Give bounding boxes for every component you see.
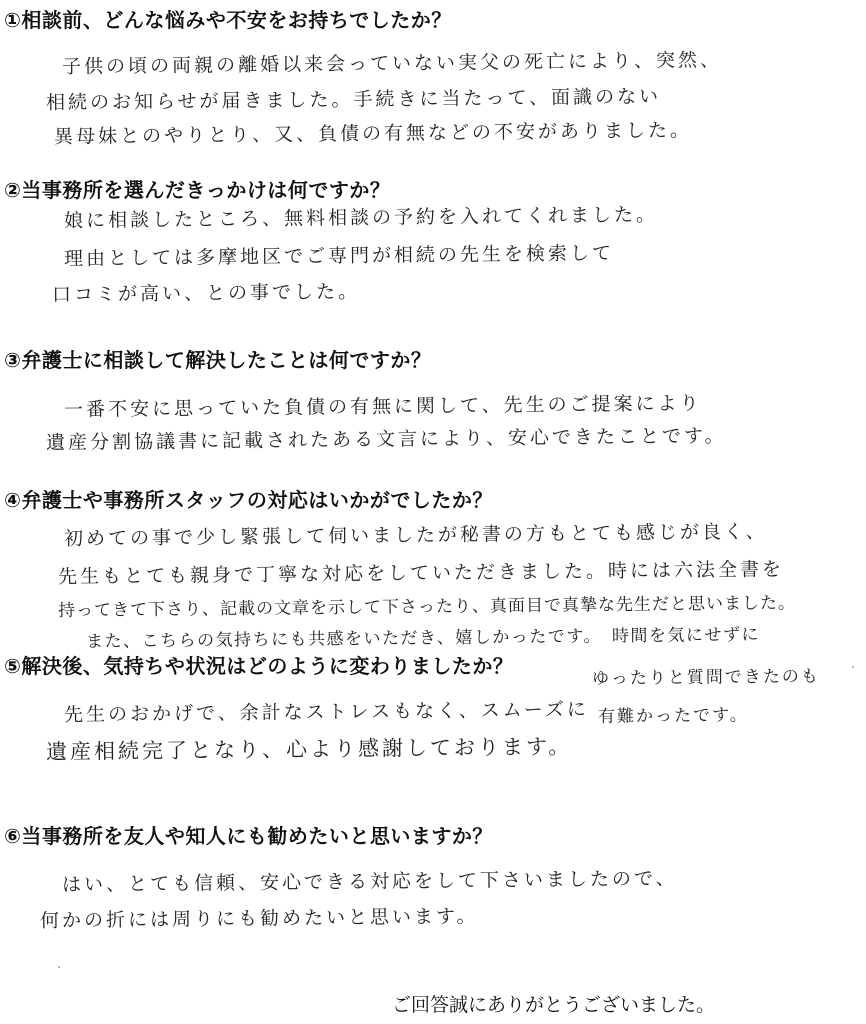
answer-1-line-1: 子供の頃の両親の離婚以来会っていない実父の死亡により、突然、: [61, 49, 723, 78]
answer-4-line-5: ゆったりと質問できたのも: [591, 666, 820, 689]
answer-2-line-3: 口コミが高い、との事でした。: [51, 280, 361, 306]
answer-6-line-1: はい、とても信頼、安心できる対応をして下さいましたので、: [61, 867, 678, 896]
pen-speck: [58, 966, 60, 968]
answer-5-line-2: 遺産相続完了となり、心より感謝しております。: [45, 734, 573, 764]
answer-3-line-1: 一番不安に思っていた負債の有無に関して、先生のご提案により: [63, 392, 702, 421]
answer-5-line-1: 先生のおかげで、余計なストレスもなく、スムーズに: [63, 698, 589, 726]
answer-4-line-2: 先生もとても親身で丁寧な対応をしていただきました。時には六法全書を: [57, 558, 785, 588]
answer-4-line-3: 持ってきて下さり、記載の文章を示して下さったり、真面目で真摯な先生だと思いました。: [57, 593, 797, 621]
answer-1-line-2: 相続のお知らせが届きました。手続きに当たって、面識のない: [45, 85, 662, 114]
answer-4-line-1: 初めての事で少し緊張して伺いましたが秘書の方もとても感じが良く、: [63, 520, 768, 550]
answer-6-line-2: 何かの折には周りにも勧めたいと思います。: [39, 905, 479, 932]
pen-speck: [852, 666, 854, 668]
answer-4-line-6: 有難かったです。: [597, 705, 749, 727]
answer-1-line-3: 異母妹とのやりとり、又、負債の有無などの不安がありました。: [53, 119, 693, 148]
question-4: ④弁護士や事務所スタッフの対応はいかがでしたか？: [4, 488, 493, 512]
question-5: ⑤解決後、気持ちや状況はどのように変わりましたか？: [4, 654, 514, 678]
answer-2-line-1: 娘に相談したところ、無料相談の予約を入れてくれました。: [63, 203, 659, 232]
question-3: ③弁護士に相談して解決したことは何ですか？: [4, 348, 432, 372]
question-1: ①相談前、どんな悩みや不安をお持ちでしたか？: [4, 8, 452, 32]
closing-message: ご回答誠にありがとうございました。: [392, 994, 716, 1016]
answer-4-line-4: また、こちらの気持ちにも共感をいただき、嬉しかったです。 時間を気にせずに: [85, 624, 761, 652]
question-6: ⑥当事務所を友人や知人にも勧めたいと思いますか？: [4, 824, 493, 848]
answer-2-line-2: 理由としては多摩地区でご専門が相続の先生を検索して: [63, 242, 615, 270]
answer-3-line-2: 遺産分割協議書に記載されたある文言により、安心できたことです。: [45, 424, 727, 454]
question-2: ②当事務所を選んだきっかけは何ですか？: [4, 178, 391, 202]
